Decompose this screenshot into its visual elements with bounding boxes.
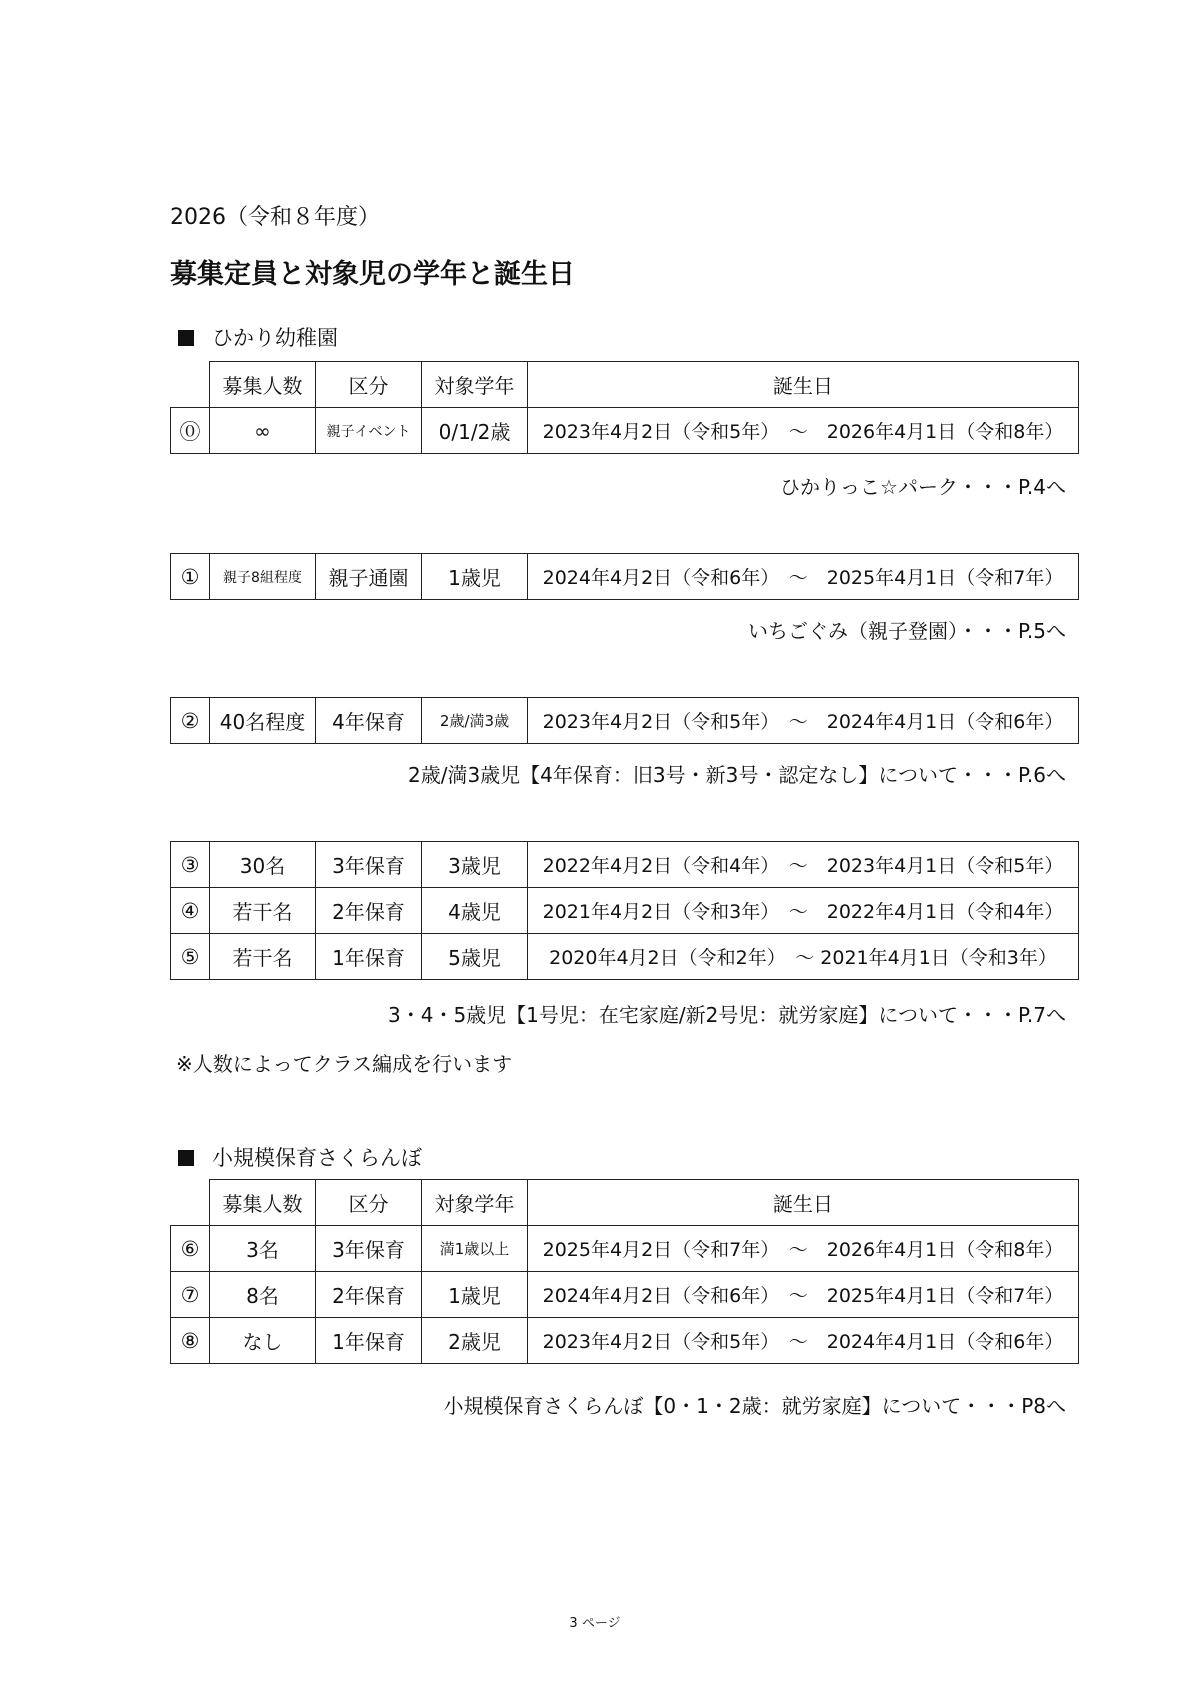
row-kubun: 4年保育 <box>316 698 422 744</box>
row-kubun: 2年保育 <box>316 888 422 934</box>
row-number: ④ <box>171 888 210 934</box>
row-grade: 4歳児 <box>422 888 528 934</box>
group-note: いちごぐみ（親子登園）・・・P.5へ <box>747 619 1066 643</box>
hikari-table-group-1 <box>170 553 1079 600</box>
row-count: なし <box>210 1318 316 1364</box>
header-count: 募集人数 <box>210 1180 316 1226</box>
row-birth: 2025年4月2日（令和7年） ～ 2026年4月1日（令和8年） <box>528 1226 1079 1272</box>
table-header-row <box>171 362 1079 408</box>
row-grade: 5歳児 <box>422 934 528 980</box>
page-number: 3 ページ <box>569 1616 621 1631</box>
section-name: 小規模保育さくらんぼ <box>212 1146 422 1170</box>
hikari-table-group-0 <box>170 361 1079 454</box>
row-count: 30名 <box>210 842 316 888</box>
table-row <box>171 888 1079 934</box>
row-birth: 2022年4月2日（令和4年） ～ 2023年4月1日（令和5年） <box>528 842 1079 888</box>
row-kubun: 1年保育 <box>316 1318 422 1364</box>
row-birth: 2024年4月2日（令和6年） ～ 2025年4月1日（令和7年） <box>528 1272 1079 1318</box>
row-count: 若干名 <box>210 934 316 980</box>
square-bullet-icon <box>178 330 194 346</box>
row-number: ⑦ <box>171 1272 210 1318</box>
section-heading-sakuranbo <box>178 1142 422 1172</box>
square-bullet-icon <box>178 1150 194 1166</box>
row-number: ⓪ <box>171 408 210 454</box>
row-grade: 2歳/満3歳 <box>422 698 528 744</box>
group-note: 小規模保育さくらんぼ【0・1・2歳：就労家庭】について・・・P8へ <box>443 1394 1066 1418</box>
table-row <box>171 1272 1079 1318</box>
header-kubun: 区分 <box>316 362 422 408</box>
page-title: 募集定員と対象児の学年と誕生日 <box>170 259 575 290</box>
row-number: ① <box>171 554 210 600</box>
row-birth: 2020年4月2日（令和2年） ～ 2021年4月1日（令和3年） <box>528 934 1079 980</box>
table-row <box>171 554 1079 600</box>
row-count: 親子8組程度 <box>210 554 316 600</box>
blank-cell <box>171 1180 210 1226</box>
row-number: ⑤ <box>171 934 210 980</box>
table-row <box>171 1318 1079 1364</box>
row-count: 3名 <box>210 1226 316 1272</box>
row-kubun: 2年保育 <box>316 1272 422 1318</box>
section-name: ひかり幼稚園 <box>212 326 338 350</box>
header-grade: 対象学年 <box>422 1180 528 1226</box>
row-kubun: 3年保育 <box>316 1226 422 1272</box>
row-count: ∞ <box>210 408 316 454</box>
row-birth: 2021年4月2日（令和3年） ～ 2022年4月1日（令和4年） <box>528 888 1079 934</box>
row-birth: 2023年4月2日（令和5年） ～ 2024年4月1日（令和6年） <box>528 1318 1079 1364</box>
row-grade: 2歳児 <box>422 1318 528 1364</box>
row-kubun: 親子通園 <box>316 554 422 600</box>
row-grade: 0/1/2歳 <box>422 408 528 454</box>
row-birth: 2023年4月2日（令和5年） ～ 2026年4月1日（令和8年） <box>528 408 1079 454</box>
group-note: ひかりっこ☆パーク・・・P.4へ <box>780 475 1066 499</box>
row-number: ③ <box>171 842 210 888</box>
sakuranbo-table <box>170 1179 1079 1364</box>
hikari-table-group-3 <box>170 841 1079 980</box>
blank-cell <box>171 362 210 408</box>
row-kubun: 1年保育 <box>316 934 422 980</box>
section-heading-hikari <box>178 322 338 352</box>
row-grade: 満1歳以上 <box>422 1226 528 1272</box>
row-count: 若干名 <box>210 888 316 934</box>
class-remark: ※人数によってクラス編成を行います <box>176 1052 513 1076</box>
header-count: 募集人数 <box>210 362 316 408</box>
row-number: ② <box>171 698 210 744</box>
row-grade: 1歳児 <box>422 554 528 600</box>
row-count: 8名 <box>210 1272 316 1318</box>
row-count: 40名程度 <box>210 698 316 744</box>
row-birth: 2024年4月2日（令和6年） ～ 2025年4月1日（令和7年） <box>528 554 1079 600</box>
table-row <box>171 934 1079 980</box>
table-row <box>171 698 1079 744</box>
group-note: 2歳/満3歳児【4年保育：旧3号・新3号・認定なし】について・・・P.6へ <box>408 763 1066 787</box>
row-kubun: 親子イベント <box>316 408 422 454</box>
header-birth: 誕生日 <box>528 362 1079 408</box>
table-row <box>171 1226 1079 1272</box>
row-number: ⑥ <box>171 1226 210 1272</box>
year-heading: 2026（令和８年度） <box>170 205 380 230</box>
row-kubun: 3年保育 <box>316 842 422 888</box>
table-row <box>171 842 1079 888</box>
group-note: 3・4・5歳児【1号児：在宅家庭/新2号児：就労家庭】について・・・P.7へ <box>388 1003 1066 1027</box>
table-header-row <box>171 1180 1079 1226</box>
header-kubun: 区分 <box>316 1180 422 1226</box>
row-grade: 3歳児 <box>422 842 528 888</box>
row-grade: 1歳児 <box>422 1272 528 1318</box>
hikari-table-group-2 <box>170 697 1079 744</box>
row-birth: 2023年4月2日（令和5年） ～ 2024年4月1日（令和6年） <box>528 698 1079 744</box>
table-row <box>171 408 1079 454</box>
header-grade: 対象学年 <box>422 362 528 408</box>
row-number: ⑧ <box>171 1318 210 1364</box>
header-birth: 誕生日 <box>528 1180 1079 1226</box>
